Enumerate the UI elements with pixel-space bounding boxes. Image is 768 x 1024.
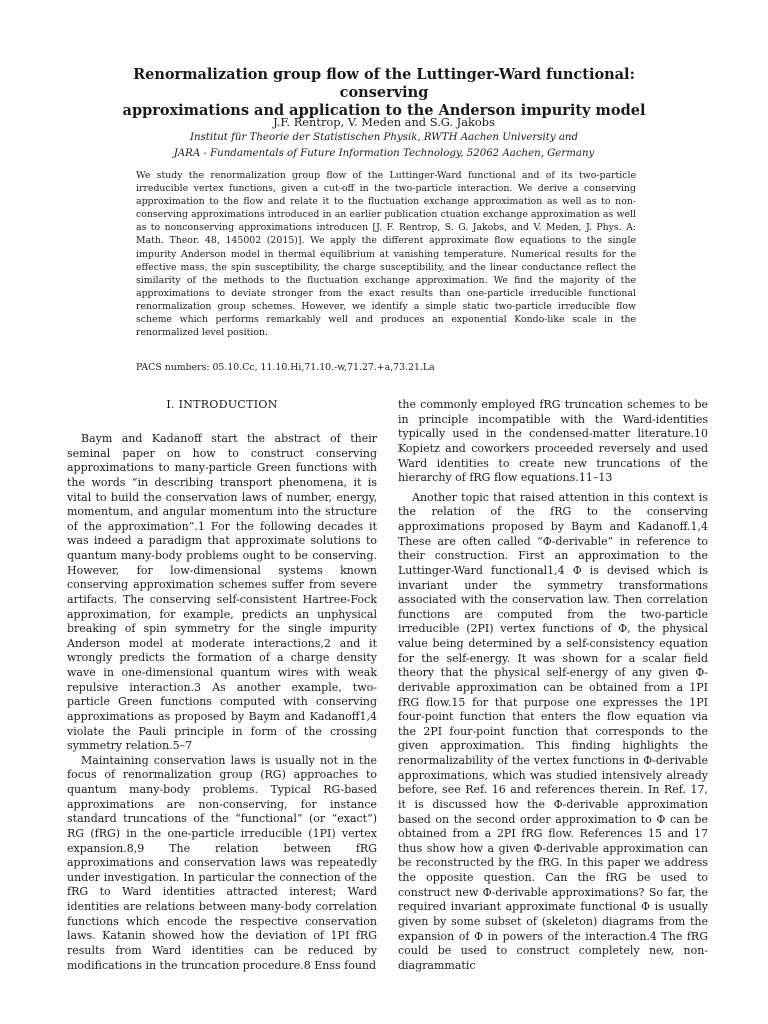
author-list: J.F. Rentrop, V. Meden and S.G. Jakobs xyxy=(273,115,495,129)
abstract: We study the renormalization group flow of the Luttinger-Ward functional and of its two-particle irreducible vertex functions, given a cut-off in the two-particle interaction. We derive a conserving approximation to the flow and relate it to the fluctuation exchange approximation as well as to non-conserving approximations introduced in an earlier publication ctuation exchange approximation as well as to nonconserving approximations introducen [J. F. Rentrop, S. G. Jakobs, and V. Meden, J. Phys. A: Math. Theor. 48, 145002 (2015)]. We apply the different approximate flow equations to the single impurity Anderson model in thermal equilibrium at vanishing temperature. Numerical results for the effective mass, the spin susceptibility, the charge susceptibility, and the linear conductance reflect the similarity of the methods to the fluctuation exchange approximation. We find the majority of the approximations to deviate stronger from the exact results than one-particle irreducible functional renormalization group schemes. However, we identify a simple static two-particle irreducible flow scheme which performs remarkably well and produces an exponential Kondo-like scale in the renormalized level position. xyxy=(136,170,636,339)
section-heading: I. INTRODUCTION xyxy=(166,398,278,411)
title-line-1: Renormalization group flow of the Luttinger-Ward functional: conserving xyxy=(133,66,635,101)
right-column xyxy=(398,398,708,973)
body-paragraph: Another topic that raised attention in this context is the relation of the fRG to the conserving approximations proposed by Baym and Kadanoff.1,4 These are often called “Φ-derivable” in reference to their construction. First an approximation to the Luttinger-Ward functional1,4 Φ is devised which is invariant under the symmetry transformations associated with the conservation law. Then correlation functions are computed from the two-particle irreducible (2PI) vertex functions of Φ, the physical value being determined by a self-consistency equation for the self-energy. It was shown for a scalar field theory that the physical self-energy of any given Φ-derivable approximation can be obtained from a 1PI fRG flow.15 for that purpose one expresses the 1PI four-point function that enters the flow equation via the 2PI four-point function that corresponds to the given approximation. This finding highlights the renormalizability of the vertex functions in Φ-derivable approximations, which was studied intensively already before, see Ref. 16 and references therein. In Ref. 17, it is discussed how the Φ-derivable approximation based on the second order approximation to Φ can be obtained from a 2PI fRG flow. References 15 and 17 thus show how a given Φ-derivable approximation can be reconstructed by the fRG. In this paper we address the opposite question. Can the fRG be used to construct new Φ-derivable approximations? So far, the required invariant approximate functional Φ is usually given by some subset of (skeleton) diagrams from the expansion of Φ in powers of the interaction.4 The fRG could be used to construct completely new, non-diagrammatic xyxy=(398,490,708,972)
title-line-2: approximations and application to the Anderson impurity model xyxy=(122,102,646,119)
pacs-numbers: PACS numbers: 05.10.Cc, 11.10.Hi,71.10.-w,71.27.+a,73.21.La xyxy=(136,362,435,373)
body-paragraph: Maintaining conservation laws is usually not in the focus of renormalization group (RG) approaches to quantum many-body problems. Typical RG-based approximations are non-conserving, for instance standard truncations of the “functional” (or “exact”) RG (fRG) in the one-particle irreducible (1PI) vertex expansion.8,9 The relation between fRG approximations and conservation laws was repeatedly under investigation. In particular the connection of the fRG to Ward identities attracted interest; Ward identities are relations between many-body correlation functions which encode the respective conservation laws. Katanin showed how the deviation of 1PI fRG results from Ward identities can be reduced by modifications in the truncation procedure.8 Enss found xyxy=(67,753,377,972)
paper-title xyxy=(90,66,678,120)
body-paragraph: Baym and Kadanoff start the abstract of their seminal paper on how to construct conserving approximations to many-particle Green functions with the words “in describing transport phenomena, it is vital to build the conservation laws of number, energy, momentum, and angular momentum into the structure of the approximation”.1 For the following decades it was indeed a paradigm that approximate solutions to quantum many-body problems ought to be conserving. However, for low-dimensional systems known conserving approximation schemes suffer from severe artifacts. The conserving self-consistent Hartree-Fock approximation, for example, predicts an unphysical breaking of spin symmetry for the single impurity Anderson model at moderate interactions,2 and it wrongly predicts the formation of a charge density wave in one-dimensional quantum wires with weak repulsive interaction.3 As another example, two-particle Green functions computed with conserving approximations as proposed by Baym and Kadanoff1,4 violate the Pauli principle in form of the crossing symmetry relation.5–7 xyxy=(67,432,377,753)
body-paragraph: the commonly employed fRG truncation schemes to be in principle incompatible with the Ward-identities typically used in the condensed-matter literature.10 Kopietz and coworkers proceeded reversely and used Ward identities to create new truncations of the hierarchy of fRG flow equations.11–13 xyxy=(398,398,708,485)
affiliation-line-2: JARA - Fundamentals of Future Information Technology, 52062 Aachen, Germany xyxy=(173,148,595,159)
affiliation-line-1: Institut für Theorie der Statistischen Physik, RWTH Aachen University and xyxy=(189,132,579,143)
left-column xyxy=(67,398,377,973)
